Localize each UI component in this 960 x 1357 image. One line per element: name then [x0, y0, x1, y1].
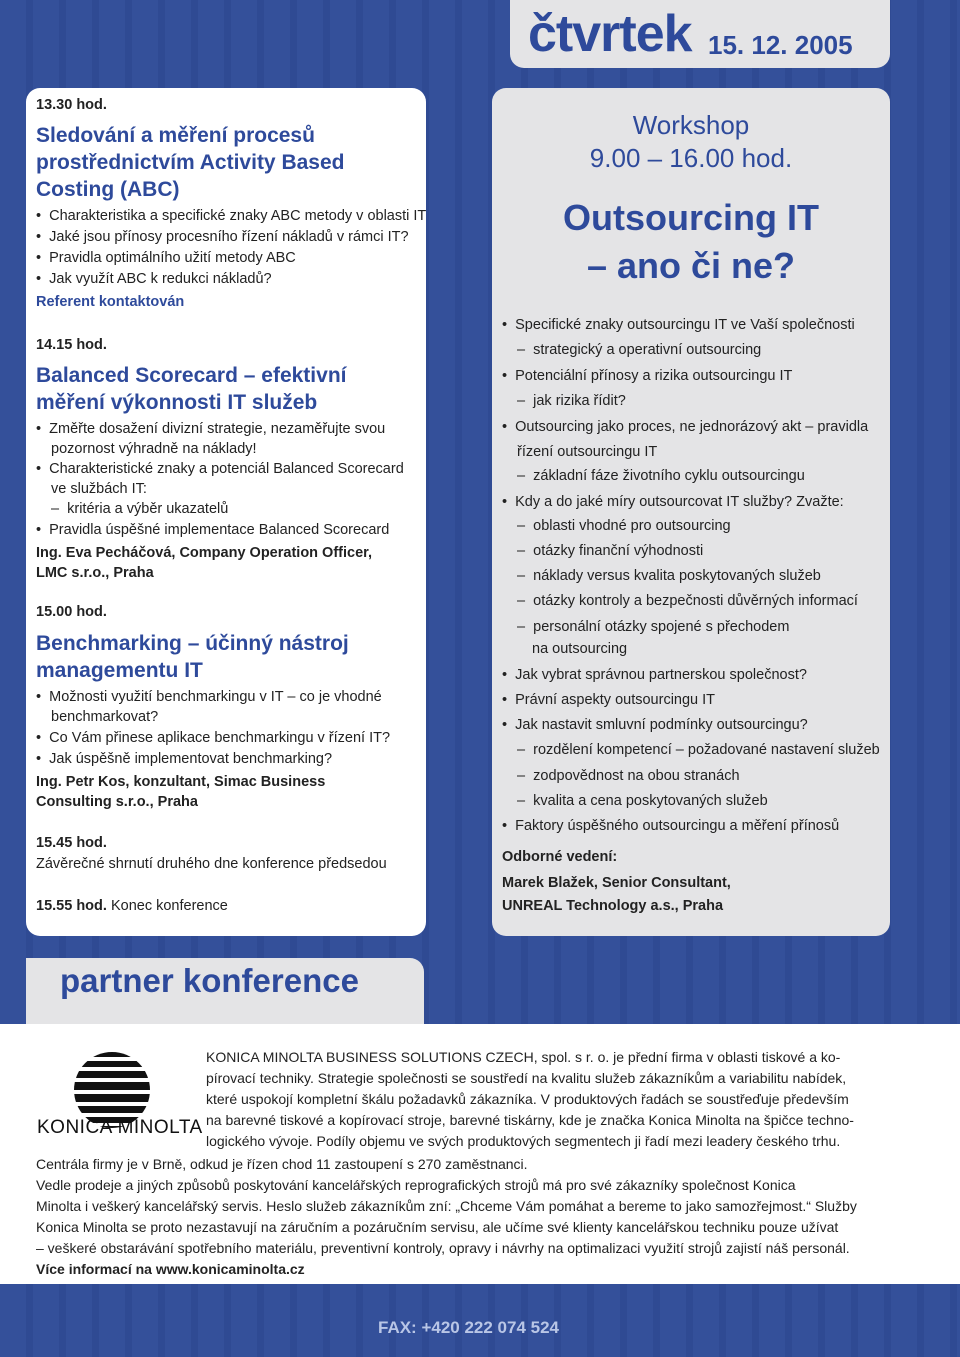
list-item: • Možnosti využití benchmarkingu v IT – co je vhodné: [36, 689, 382, 705]
workshop-title-1: Outsourcing IT: [563, 197, 819, 238]
partner-text: KONICA MINOLTA BUSINESS SOLUTIONS CZECH, spol. s r. o. je přední firma v oblasti tiskové a ko-: [206, 1049, 841, 1065]
list-item: • Co Vám přinese aplikace benchmarkingu v řízení IT?: [36, 730, 391, 746]
topic-subitem: – personální otázky spojené s přechodem: [517, 619, 790, 635]
session-title-abc-3: Costing (ABC): [36, 178, 180, 201]
topic-item: • Outsourcing jako proces, ne jednorázový akt – pravidla: [502, 419, 869, 435]
partner-website-link[interactable]: Více informací na www.konicaminolta.cz: [36, 1261, 305, 1277]
conference-end: 15.55 hod. Konec konference: [36, 898, 228, 914]
session-title-bsc-1: Balanced Scorecard – efektivní: [36, 364, 347, 387]
sub-item: – kritéria a výběr ukazatelů: [51, 501, 229, 517]
partner-text: logického vývoje. Podíly objemu ve svých produktových segmentech ji řadí mezi leadery českého trhu.: [206, 1133, 841, 1149]
list-item: • Charakteristické znaky a potenciál Balanced Scorecard: [36, 461, 404, 477]
list-item-cont: ve službách IT:: [51, 481, 147, 497]
topic-subitem: – otázky finanční výhodnosti: [517, 543, 704, 559]
time-1415: 14.15 hod.: [36, 337, 107, 353]
topic-item: • Jak vybrat správnou partnerskou společnost?: [502, 667, 807, 683]
partner-text: Konica Minolta se proto nezastavují na záručním a pozáručním servisu, ale učíme své klienty kancelářskou techniku pouze užívat: [36, 1219, 839, 1235]
topic-subitem: – strategický a operativní outsourcing: [517, 342, 762, 358]
referent-note: Referent kontaktován: [36, 294, 185, 310]
topic-subitem: – náklady versus kvalita poskytovaných služeb: [517, 568, 821, 584]
speaker-line: Ing. Petr Kos, konzultant, Simac Business: [36, 774, 326, 790]
closing-summary: Závěrečné shrnutí druhého dne konference předsedou: [36, 856, 387, 872]
konica-minolta-wordmark: KONICA MINOLTA: [37, 1117, 203, 1138]
partner-text: – veškeré obstarávání spotřebního materiálu, preventivní kontroly, opravy i návrhy na optimalizaci využití strojů zajistí náš personál.: [36, 1240, 850, 1256]
speaker-line: Ing. Eva Pecháčová, Company Operation Officer,: [36, 545, 373, 561]
topic-item: • Faktory úspěšného outsourcingu a měření přínosů: [502, 818, 840, 834]
workshop-label: Workshop: [632, 110, 750, 140]
session-title-abc-1: Sledování a měření procesů: [36, 124, 315, 147]
topic-subitem: – kvalita a cena poskytovaných služeb: [517, 793, 768, 809]
list-item: • Jaké jsou přínosy procesního řízení nákladů v rámci IT?: [36, 229, 409, 245]
topic-item: • Jak nastavit smluvní podmínky outsourcingu?: [502, 717, 808, 733]
list-item: • Charakteristika a specifické znaky ABC metody v oblasti IT: [36, 208, 427, 224]
time-1330: 13.30 hod.: [36, 97, 107, 113]
topic-subitem-cont: na outsourcing: [532, 641, 628, 657]
partner-text: Vedle prodeje a jiných způsobů poskytování kancelářských reprografických strojů má pro své zákazníky společnost Konica: [36, 1177, 796, 1193]
session-title-abc-2: prostřednictvím Activity Based: [36, 151, 345, 174]
list-item: • Jak úspěšně implementovat benchmarking?: [36, 751, 333, 767]
topic-item-cont: řízení outsourcingu IT: [517, 444, 658, 460]
partner-text: na barevné tiskové a kopírovací stroje, barevné tiskárny, kde je značka Konica Minolta na špičce techno-: [206, 1112, 854, 1128]
topic-subitem: – základní fáze životního cyklu outsourcingu: [517, 468, 805, 484]
topic-item: • Právní aspekty outsourcingu IT: [502, 692, 716, 708]
list-item: • Jak využít ABC k redukci nákladů?: [36, 271, 272, 287]
partner-text: Minolta i veškerý kancelářský servis. Heslo služeb zákazníkům zní: „Chceme Vám pomáhat a bereme to jako samozřejmost.“ Služby: [36, 1198, 857, 1214]
partner-text: které uspokojí kompletní škálu požadavků zákazníka. V produktových řadách se soustřeďuje především: [206, 1091, 849, 1107]
list-item: • Pravidla optimálního užití metody ABC: [36, 250, 296, 266]
list-item-cont: benchmarkovat?: [51, 709, 159, 725]
partner-text: pírovací techniky. Strategie společnosti se soustředí na kvalitu služeb zákazníkům a variabilitu nabídek,: [206, 1070, 847, 1086]
lead-name: Marek Blažek, Senior Consultant,: [502, 875, 731, 891]
session-title-bench-2: managementu IT: [36, 659, 203, 682]
session-title-bsc-2: měření výkonnosti IT služeb: [36, 391, 318, 414]
lead-company: UNREAL Technology a.s., Praha: [502, 898, 724, 914]
workshop-time: 9.00 – 16.00 hod.: [589, 143, 793, 173]
day-label: čtvrtek: [528, 5, 692, 63]
topic-subitem: – jak rizika řídit?: [517, 393, 626, 409]
topic-item: • Potenciální přínosy a rizika outsourcingu IT: [502, 368, 793, 384]
list-item: • Pravidla úspěšné implementace Balanced Scorecard: [36, 522, 390, 538]
lead-label: Odborné vedení:: [502, 849, 618, 865]
time-1500: 15.00 hod.: [36, 604, 107, 620]
time-1545: 15.45 hod.: [36, 835, 107, 851]
list-item: • Změřte dosažení divizní strategie, nezaměřujte svou: [36, 421, 386, 437]
topic-item: • Kdy a do jaké míry outsourcovat IT služby? Zvažte:: [502, 494, 844, 510]
partner-text: Centrála firmy je v Brně, odkud je řízen chod 11 zastoupení s 270 zaměstnanci.: [36, 1156, 528, 1172]
speaker-line: LMC s.r.o., Praha: [36, 565, 154, 581]
topic-item: • Specifické znaky outsourcingu IT ve Vaší společnosti: [502, 317, 855, 333]
partner-title: partner konference: [60, 962, 359, 999]
topic-subitem: – otázky kontroly a bezpečnosti důvěrných informací: [517, 593, 858, 609]
topic-subitem: – rozdělení kompetencí – požadované nastavení služeb: [517, 742, 880, 758]
speaker-line: Consulting s.r.o., Praha: [36, 794, 198, 810]
fax-number: FAX: +420 222 074 524: [378, 1318, 559, 1337]
workshop-title-2: – ano či ne?: [586, 245, 796, 286]
topic-subitem: – zodpovědnost na obou stranách: [517, 768, 740, 784]
list-item-cont: pozornost výhradně na náklady!: [51, 441, 257, 457]
topic-subitem: – oblasti vhodné pro outsourcing: [517, 518, 731, 534]
session-title-bench-1: Benchmarking – účinný nástroj: [36, 632, 349, 655]
date-label: 15. 12. 2005: [708, 30, 853, 60]
